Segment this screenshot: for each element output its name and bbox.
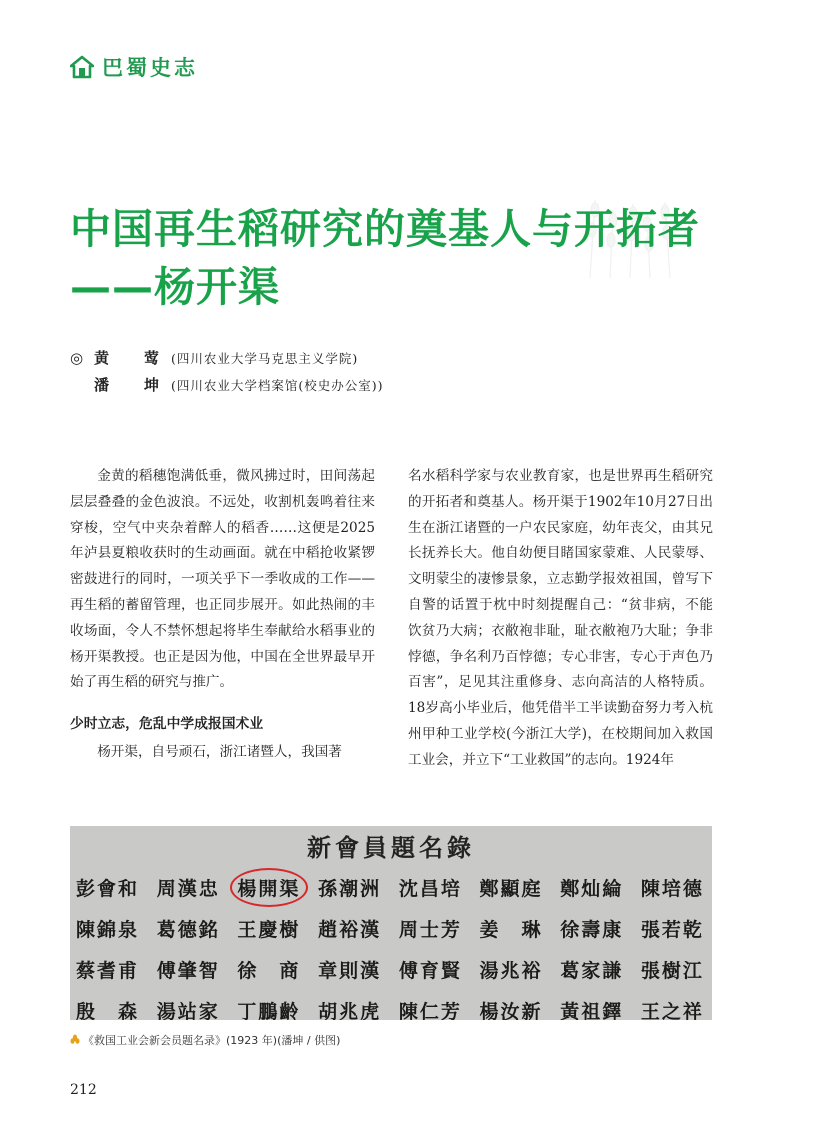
member-name: 葛德銘 — [156, 918, 220, 941]
member-name: 徐壽康 — [560, 918, 624, 941]
member-name: 湯站家 — [156, 1000, 220, 1020]
member-name: 傅肇智 — [156, 959, 220, 982]
member-name: 傅育賢 — [398, 959, 462, 982]
photo-name-row — [70, 870, 712, 904]
red-circle-highlight — [230, 868, 308, 907]
member-name: 彭會和 — [76, 877, 140, 900]
author-entry — [70, 345, 384, 372]
member-name: 王之祥 — [640, 1000, 704, 1020]
member-name: 周漢忠 — [156, 877, 220, 900]
article-title-block — [70, 200, 760, 316]
member-name: 楊汝新 — [479, 1000, 543, 1020]
logo-text: 巴蜀史志 — [102, 56, 198, 80]
photo-name-row — [70, 952, 712, 986]
author-name: 潘 坤 — [94, 376, 170, 394]
member-name: 周士芳 — [398, 918, 462, 941]
photo-caption — [70, 1032, 340, 1048]
member-name: 孫潮洲 — [318, 877, 382, 900]
house-logo-icon — [70, 55, 94, 79]
caption-text: 《救国工业会新会员题名录》(1923 年)(潘坤 / 供图) — [83, 1034, 341, 1047]
author-affiliation: (四川农业大学马克思主义学院) — [171, 351, 359, 366]
member-name: 丁鵬齡 — [237, 1000, 301, 1020]
member-name: 姜 琳 — [479, 918, 543, 941]
member-name: 鄭灿綸 — [560, 877, 624, 900]
author-entry — [70, 372, 384, 399]
body-column-left — [70, 464, 375, 766]
member-name: 陳錦泉 — [76, 918, 140, 941]
section-heading: 少时立志，危乱中学成报国术业 — [70, 716, 264, 733]
member-name: 殷 森 — [76, 1000, 140, 1020]
author-name: 黄 莺 — [94, 349, 170, 367]
member-name: 陳培德 — [640, 877, 704, 900]
member-name: 張若乾 — [640, 918, 704, 941]
body-paragraph: 杨开渠，自号顽石，浙江诸暨人，我国著 — [97, 743, 342, 760]
body-column-right — [408, 464, 713, 774]
member-name: 陳仁芳 — [398, 1000, 462, 1020]
archive-photo — [70, 826, 712, 1020]
article-subtitle: ——杨开渠 — [70, 263, 280, 311]
flower-icon — [70, 1034, 80, 1046]
member-name: 沈昌培 — [398, 877, 462, 900]
member-name: 楊開渠 — [237, 877, 301, 900]
page-number: 212 — [70, 1082, 97, 1098]
photo-name-row — [70, 911, 712, 945]
member-name: 鄭顯庭 — [479, 877, 543, 900]
member-name: 湯兆裕 — [479, 959, 543, 982]
member-name: 黃祖鐸 — [560, 1000, 624, 1020]
body-paragraph: 名水稻科学家与农业教育家，也是世界再生稻研究的开拓者和奠基人。杨开渠于1902年10月27日出生在浙江诸暨的一户农民家庭，幼年丧父，由其兄长抚养长大。他自幼便目睹国家蒙难、人民蒙辱、文明蒙尘的凄惨景象，立志勤学报效祖国，曾写下自警的话置于枕中时刻提醒自己：“贫非病，不能饮贫乃大病；衣敝袍非耻，耻衣敝袍乃大耻；争非悖德，争名利乃百悖德；专心非害，专心于声色乃百害”，足见其注重修身、志向高洁的人格特质。18岁高小毕业后，他凭借半工半读勤奋努力考入杭州甲种工业学校(今浙江大学)，在校期间加入救国工业会，并立下“工业救国”的志向。1924年 — [408, 468, 713, 768]
photo-heading: 新會員題名錄 — [307, 833, 475, 862]
body-paragraph: 金黄的稻穗饱满低垂，微风拂过时，田间荡起层层叠叠的金色波浪。不远处，收割机轰鸣着往来穿梭，空气中夹杂着醉人的稻香……这便是2025年泸县夏粮收获时的生动画面。就在中稻抢收紧锣密鼓进行的同时，一项关乎下一季收成的工作——再生稻的蓄留管理，也正同步展开。如此热闹的丰收场面，令人不禁怀想起将毕生奉献给水稻事业的杨开渠教授。也正是因为他，中国在全世界最早开始了再生稻的研究与推广。 — [70, 468, 375, 691]
member-name: 葛家謙 — [560, 959, 624, 982]
article-title: 中国再生稻研究的奠基人与开拓者 — [70, 205, 700, 253]
author-marker: ◎ — [70, 349, 84, 367]
member-name: 王慶樹 — [237, 918, 301, 941]
header-logo — [70, 52, 198, 82]
member-name: 張樹江 — [640, 959, 704, 982]
author-affiliation: (四川农业大学档案馆(校史办公室)) — [171, 378, 384, 393]
author-list — [70, 345, 384, 399]
member-name: 蔡耆甫 — [76, 959, 140, 982]
member-name-highlighted — [237, 874, 300, 901]
member-name: 趙裕漢 — [318, 918, 382, 941]
member-name: 胡兆虎 — [318, 1000, 382, 1020]
member-name: 章則漢 — [318, 959, 382, 982]
photo-name-row — [70, 993, 712, 1020]
member-name: 徐 商 — [237, 959, 301, 982]
